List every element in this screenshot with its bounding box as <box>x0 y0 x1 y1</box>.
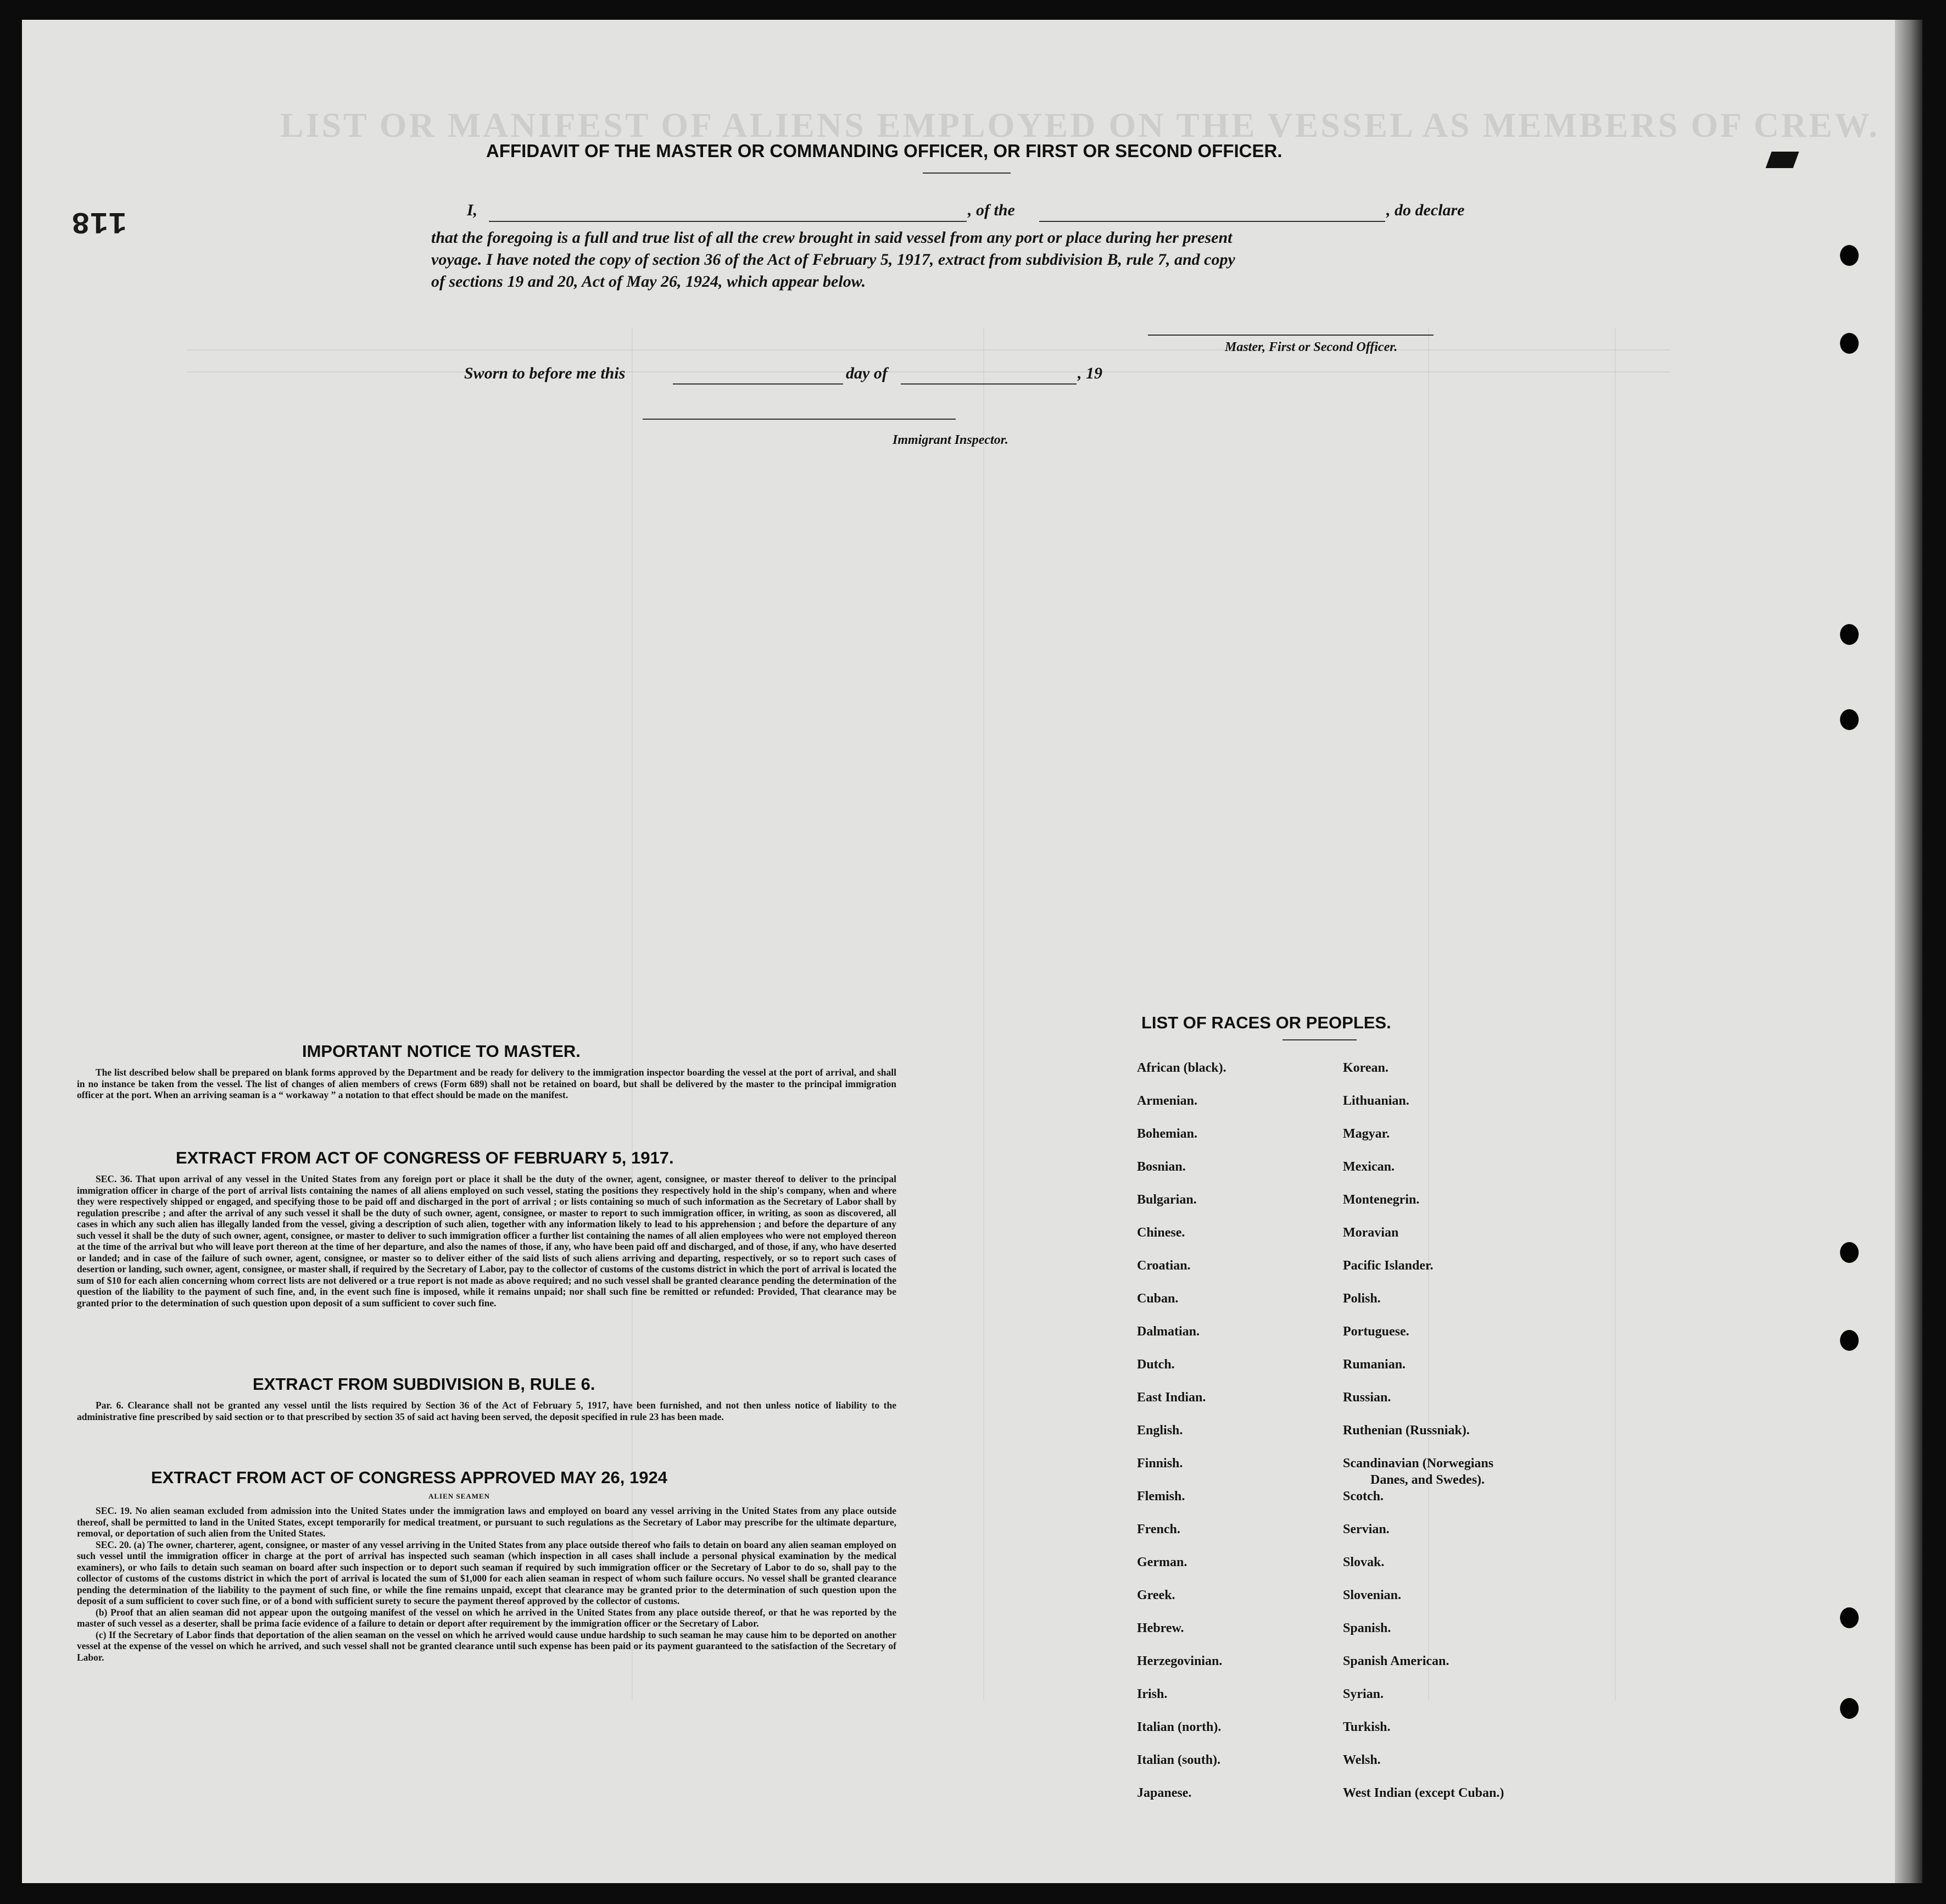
race-right-3: Mexican. <box>1343 1160 1395 1174</box>
vessel-name-field[interactable] <box>1039 205 1385 222</box>
sworn-day-field[interactable] <box>673 368 843 385</box>
affidavit-text-line3: of sections 19 and 20, Act of May 26, 1924, which appear below. <box>431 272 866 291</box>
race-right-5: Moravian <box>1343 1226 1399 1240</box>
affidavit-text-line1: that the foregoing is a full and true list of all the crew brought in said vessel from any port or place during her present <box>431 229 1233 247</box>
race-left-22: Japanese. <box>1137 1786 1192 1800</box>
day-of-label: day of <box>846 364 888 382</box>
race-right-21: Welsh. <box>1343 1753 1381 1767</box>
margin-number: 118 <box>71 204 127 239</box>
race-left-13: Flemish. <box>1137 1489 1185 1504</box>
race-left-16: Greek. <box>1137 1588 1175 1602</box>
act-1917-text: SEC. 36. That upon arrival of any vessel in the United States from any foreign port or place it shall be the duty of the owner, agent, consignee, or master thereof to deliver to the principal immigration officer in charge of the port of arrival lists containing the names of all aliens employed on such vessel, stating the positions they respectively hold in the ship's company, when and where they were respectively shipped or engaged, and specifying those to be paid off and discharged in the port of arrival ; or lists containing so much of such information as the Secretary of Labor shall by regulation prescribe ; and after the arrival of any such vessel it shall be the duty of such owner, agent, consignee, or master to report to such immigration officer, in writing, as soon as discovered, all cases in which any such alien has illegally landed from the vessel, giving a description of such alien, together with any information likely to lead to his apprehension ; and before the departure of any such vessel it shall be the duty of such owner, agent, consignee, or master to deliver to such immigration officer a further list containing the names of all alien employees who were not employed thereon at the time of the arrival but who will leave port thereon at the time of her departure, and also the names of those, if any, who have been paid off and discharged, and of those, if any, who have deserted or landed; and in case of the failure of such owner, agent, consignee, or master so to deliver either of the said lists of such aliens arriving and departing, respectively, or so to report such cases of desertion or landing, such owner, agent, consignee, or master shall, if required by the Secretary of Labor, pay to the collector of customs of the customs district in which the port of arrival is located the sum of $10 for each alien concerning whom correct lists are not delivered or a true report is not made as above required; and no such vessel shall be granted clearance pending the determination of the question of the liability to the payment of such fine, and, in the event such fine is imposed, while it remains unpaid; nor shall such fine be remitted or refunded: Provided, That clearance may be granted prior to the determination of such question upon deposit of a sum sufficient to cover such fine. <box>77 1173 896 1309</box>
notice-text: The list described below shall be prepared on blank forms approved by the Department and be ready for delivery to the immigration inspector boarding the vessel at the port of arrival, and shall in no instance be taken from the vessel. The list of changes of alien members of crews (Form 689) shall not be retained on board, but shall be delivered by the master to the principal immigration officer at the port. When an arriving seaman is a “ workaway ” a notation to that effect should be made on the manifest. <box>77 1067 896 1100</box>
affidavit-of-the: , of the <box>968 201 1015 219</box>
race-left-11: English. <box>1137 1423 1183 1438</box>
race-right-19: Syrian. <box>1343 1687 1384 1701</box>
punch-hole <box>1840 624 1859 645</box>
master-signature-field[interactable] <box>1148 319 1434 336</box>
race-left-1: Armenian. <box>1137 1094 1197 1108</box>
race-left-12: Finnish. <box>1137 1456 1183 1471</box>
ghost-rule <box>1428 327 1429 1701</box>
races-title: LIST OF RACES OR PEOPLES. <box>1141 1013 1391 1032</box>
ink-mark <box>1766 152 1799 168</box>
race-left-18: Herzegovinian. <box>1137 1654 1223 1668</box>
inspector-signature-field[interactable] <box>643 404 956 420</box>
sworn-month-field[interactable] <box>901 368 1077 385</box>
master-signature-label: Master, First or Second Officer. <box>1225 340 1398 354</box>
rule-6-title: EXTRACT FROM SUBDIVISION B, RULE 6. <box>253 1374 595 1394</box>
declarant-name-field[interactable] <box>489 205 967 222</box>
sworn-label: Sworn to before me this <box>464 364 626 382</box>
race-left-2: Bohemian. <box>1137 1127 1198 1141</box>
punch-hole <box>1840 709 1859 730</box>
page-edge <box>1895 20 1922 1883</box>
race-right-15: Slovak. <box>1343 1555 1385 1569</box>
act-1924-title: EXTRACT FROM ACT OF CONGRESS APPROVED MAY 26, 1924 <box>151 1468 667 1487</box>
affidavit-i-label: I, <box>467 201 478 219</box>
rule-6-text: Par. 6. Clearance shall not be granted any vessel until the lists required by Section 36 of the Act of February 5, 1917, have been furnished, and not then unless notice of liability to the administrative fine prescribed by said section or to that prescribed by section 35 of said act having been served, the deposit specified in rule 23 has been made. <box>77 1400 896 1422</box>
race-left-20: Italian (north). <box>1137 1720 1222 1734</box>
race-right-18: Spanish American. <box>1343 1654 1449 1668</box>
punch-hole <box>1840 1330 1859 1351</box>
race-left-19: Irish. <box>1137 1687 1168 1701</box>
sec-20c-text: (c) If the Secretary of Labor finds that deportation of the alien seaman on the vessel on which he arrived would cause undue hardship to such seaman he may cause him to be deported on another vessel at the expense of the vessel on which he arrived, and such vessel shall not be granted clearance until such expense has been paid or its payment guaranteed to the satisfaction of the Secretary of Labor. <box>77 1629 896 1663</box>
race-right-10: Russian. <box>1343 1390 1391 1405</box>
race-left-7: Cuban. <box>1137 1291 1179 1306</box>
ghost-rule <box>1615 327 1616 1701</box>
race-right-2: Magyar. <box>1343 1127 1390 1141</box>
race-left-9: Dutch. <box>1137 1357 1175 1372</box>
race-right-8: Portuguese. <box>1343 1324 1409 1339</box>
affidavit-do-declare: , do declare <box>1386 201 1465 219</box>
race-right-9: Rumanian. <box>1343 1357 1406 1372</box>
race-right-16: Slovenian. <box>1343 1588 1402 1602</box>
affidavit-text-line2: voyage. I have noted the copy of section 36 of the Act of February 5, 1917, extract from subdivision B, rule 7, and copy <box>431 250 1235 269</box>
inspector-label: Immigrant Inspector. <box>893 433 1008 447</box>
sec-19-text: SEC. 19. No alien seaman excluded from admission into the United States under the immigration laws and employed on board any vessel arriving in the United States from any place outside thereof, shall be permitted to land in the United States, except temporarily for medical treatment, or pursuant to such regulations as the Secretary of Labor may prescribe for the ultimate departure, removal, or deportation of such alien from the United States. <box>77 1505 896 1539</box>
races-title-underline <box>1283 1039 1357 1040</box>
race-left-10: East Indian. <box>1137 1390 1206 1405</box>
punch-hole <box>1840 333 1859 354</box>
race-left-15: German. <box>1137 1555 1187 1569</box>
race-right-14: Servian. <box>1343 1522 1390 1536</box>
notice-title: IMPORTANT NOTICE TO MASTER. <box>302 1042 581 1061</box>
punch-hole <box>1840 1607 1859 1628</box>
race-left-0: African (black). <box>1137 1061 1226 1075</box>
sec-20a-text: SEC. 20. (a) The owner, charterer, agent, consignee, or master of any vessel arriving in the United States from any place outside thereof who fails to detain on board any alien seaman employed on such vessel until the immigration officer in charge at the port of arrival has inspected such seaman (which inspection in all cases shall include a personal physical examination by the medical examiners), or who fails to detain such seaman on board after such inspection or to deport such seaman if required by such immigration officer or the Secretary of Labor to do so, shall pay to the collector of customs of the customs district in which the port of arrival is located the sum of $1,000 for each alien seaman in respect of whom such failure occurs. No vessel shall be granted clearance pending the determination of the liability to the payment of such fine, or while the fine remains unpaid, except that clearance may be granted prior to the determination of such question upon the deposit of a sum sufficient to cover such fine, or of a bond with sufficient surety to secure the payment thereof approved by the collector of customs. <box>77 1539 896 1606</box>
race-right-6: Pacific Islander. <box>1343 1259 1434 1273</box>
document-page <box>22 20 1895 1883</box>
act-1924-text <box>77 1505 896 1663</box>
race-left-14: French. <box>1137 1522 1180 1536</box>
race-left-8: Dalmatian. <box>1137 1324 1200 1339</box>
title-underline <box>923 172 1011 174</box>
race-left-3: Bosnian. <box>1137 1160 1186 1174</box>
race-right-11: Ruthenian (Russniak). <box>1343 1423 1470 1438</box>
race-right-1: Lithuanian. <box>1343 1094 1409 1108</box>
race-right-0: Korean. <box>1343 1061 1389 1075</box>
race-left-6: Croatian. <box>1137 1259 1191 1273</box>
race-left-5: Chinese. <box>1137 1226 1185 1240</box>
race-right-12: Scandinavian (Norwegians <box>1343 1456 1494 1471</box>
race-right-13: Scotch. <box>1343 1489 1384 1504</box>
race-right-22: West Indian (except Cuban.) <box>1343 1786 1504 1800</box>
affidavit-title: AFFIDAVIT OF THE MASTER OR COMMANDING OFFICER, OR FIRST OR SECOND OFFICER. <box>486 141 1283 161</box>
ghost-rule <box>187 349 1670 350</box>
year-label: , 19 <box>1078 364 1102 382</box>
race-right-7: Polish. <box>1343 1291 1381 1306</box>
act-1924-subtitle: ALIEN SEAMEN <box>428 1492 490 1500</box>
race-right-17: Spanish. <box>1343 1621 1391 1635</box>
punch-hole <box>1840 1698 1859 1719</box>
ghost-rule <box>983 327 984 1701</box>
punch-hole <box>1840 245 1859 266</box>
race-right-12-cont: Danes, and Swedes). <box>1370 1473 1485 1487</box>
race-left-21: Italian (south). <box>1137 1753 1221 1767</box>
race-left-17: Hebrew. <box>1137 1621 1184 1635</box>
ghost-rule <box>632 327 633 1701</box>
race-right-4: Montenegrin. <box>1343 1193 1420 1207</box>
race-right-20: Turkish. <box>1343 1720 1391 1734</box>
act-1917-title: EXTRACT FROM ACT OF CONGRESS OF FEBRUARY 5, 1917. <box>176 1148 674 1167</box>
ghost-manifest-title: LIST OR MANIFEST OF ALIENS EMPLOYED ON THE VESSEL AS MEMBERS OF CREW. <box>280 105 1880 144</box>
sec-20b-text: (b) Proof that an alien seaman did not appear upon the outgoing manifest of the vessel on which he arrived in the United States from any place outside thereof, or that he was reported by the master of such vessel as a deserter, shall be prima facie evidence of a failure to detain or deport after requirement by the immigration officer or the Secretary of Labor. <box>77 1606 896 1629</box>
punch-hole <box>1840 1242 1859 1263</box>
race-left-4: Bulgarian. <box>1137 1193 1197 1207</box>
